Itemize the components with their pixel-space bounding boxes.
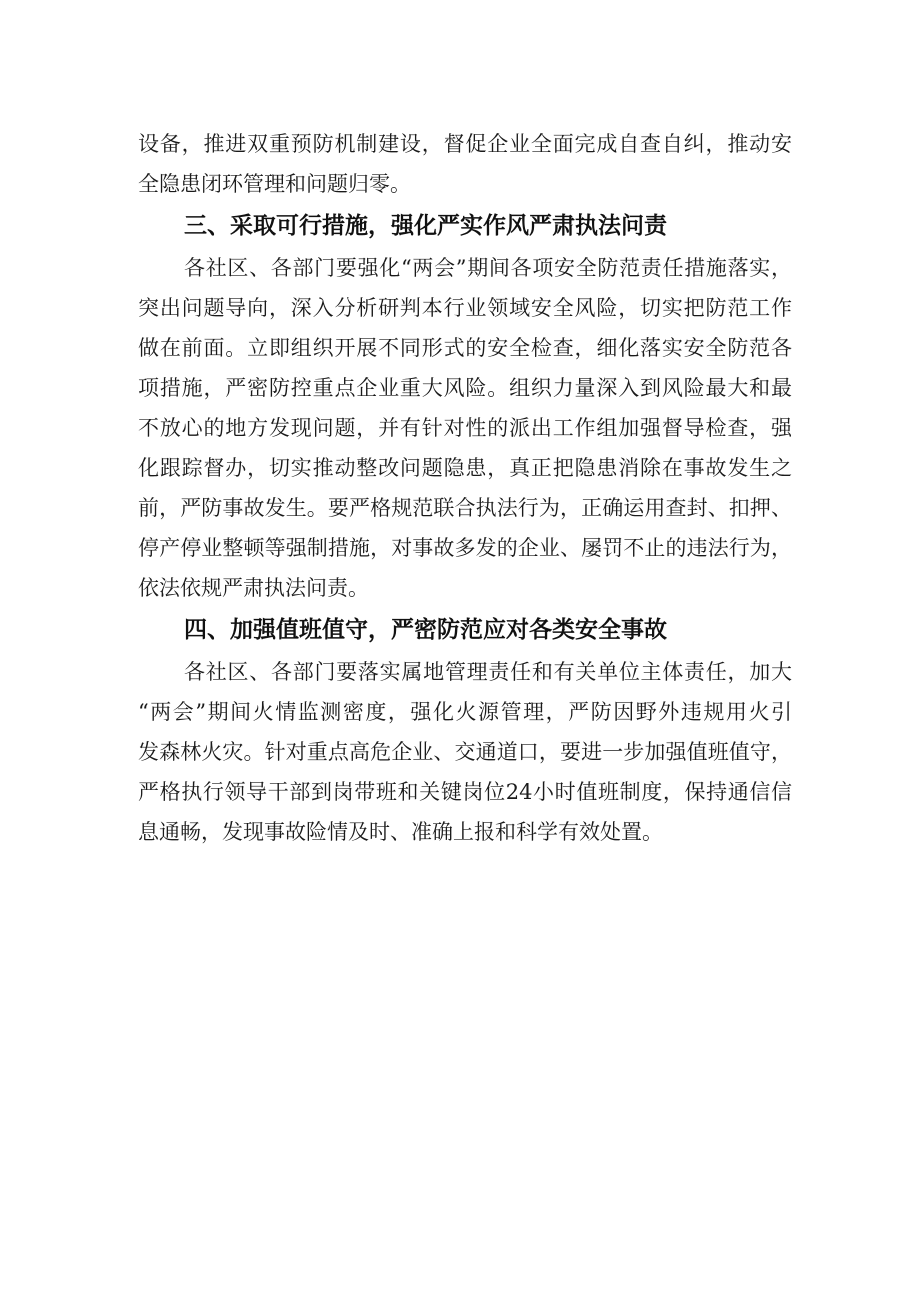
paragraph-line: 发森林火灾。针对重点高危企业、交通道口，要进一步加强值班值守， xyxy=(138,740,792,764)
section-3-heading: 三、采取可行措施，强化严实作风严肃执法问责 xyxy=(184,213,667,239)
paragraph-line: 不放心的地方发现问题，并有针对性的派出工作组加强督导检查，强 xyxy=(138,416,792,440)
paragraph-line: 严格执行领导干部到岗带班和关键岗位24小时值班制度，保持通信信 xyxy=(138,780,792,804)
paragraph-line: 前，严防事故发生。要严格规范联合执法行为，正确运用查封、扣押、 xyxy=(138,496,792,520)
document-body xyxy=(138,124,792,852)
section-4 xyxy=(138,608,792,852)
paragraph-line: 设备，推进双重预防机制建设，督促企业全面完成自查自纠，推动安 xyxy=(138,132,792,156)
section-3 xyxy=(138,204,792,608)
continued-paragraph xyxy=(138,124,792,204)
paragraph-line: 做在前面。立即组织开展不同形式的安全检查，细化落实安全防范各 xyxy=(138,336,792,360)
paragraph-line: 项措施，严密防控重点企业重大风险。组织力量深入到风险最大和最 xyxy=(138,376,792,400)
paragraph-line: 突出问题导向，深入分析研判本行业领域安全风险，切实把防范工作 xyxy=(138,296,792,320)
paragraph-line: “两会”期间火情监测密度，强化火源管理，严防因野外违规用火引 xyxy=(138,700,792,724)
paragraph-line: 各社区、各部门要强化“两会”期间各项安全防范责任措施落实， xyxy=(184,256,792,280)
paragraph-line: 依法依规严肃执法问责。 xyxy=(138,576,369,600)
paragraph-line: 化跟踪督办，切实推动整改问题隐患，真正把隐患消除在事故发生之 xyxy=(138,456,792,480)
section-4-heading: 四、加强值班值守，严密防范应对各类安全事故 xyxy=(184,617,667,643)
paragraph-line: 各社区、各部门要落实属地管理责任和有关单位主体责任，加大 xyxy=(184,660,792,684)
paragraph-line: 息通畅，发现事故险情及时、准确上报和科学有效处置。 xyxy=(138,820,663,844)
paragraph-line: 全隐患闭环管理和问题归零。 xyxy=(138,172,411,196)
paragraph-line: 停产停业整顿等强制措施，对事故多发的企业、屡罚不止的违法行为， xyxy=(138,536,792,560)
